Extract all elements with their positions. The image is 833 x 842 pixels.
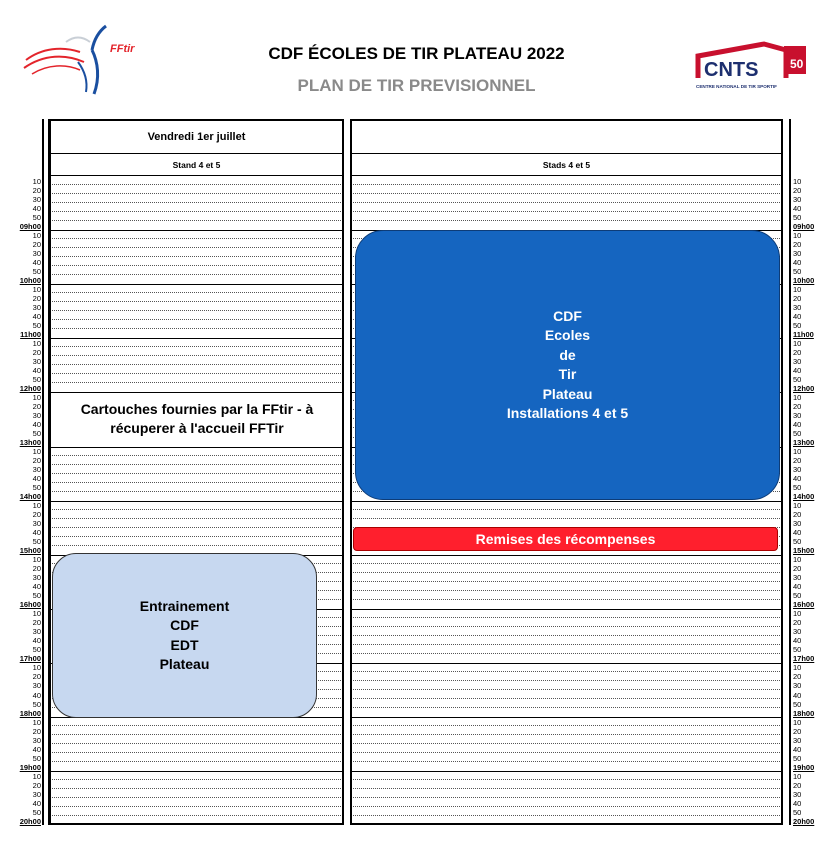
minute-label-right: 50 <box>793 645 802 655</box>
grid-dotted-line <box>353 788 780 789</box>
grid-dotted-line <box>52 256 341 257</box>
grid-dotted-line <box>353 626 780 627</box>
minute-label-right: 30 <box>793 735 802 745</box>
minute-label-left: 50 <box>32 266 41 276</box>
ammo-note: Cartouches fournies par la FFtir - à récuperer à l'accueil FFTir <box>52 395 342 443</box>
hour-label-right: 12h00 <box>793 383 815 393</box>
minute-label-left: 30 <box>32 789 41 799</box>
fftir-logo-text: FFtir <box>110 43 135 55</box>
minute-label-right: 20 <box>793 347 802 357</box>
hour-label-left: 12h00 <box>19 383 41 393</box>
minute-label-right: 50 <box>793 320 802 330</box>
minute-label-left: 10 <box>32 284 41 294</box>
grid-dotted-line <box>52 373 341 374</box>
minute-label-right: 30 <box>793 194 802 204</box>
minute-label-left: 20 <box>32 564 41 574</box>
minute-label-right: 20 <box>793 564 802 574</box>
grid-dotted-line <box>353 590 780 591</box>
grid-hour-line <box>351 663 782 664</box>
minute-label-right: 40 <box>793 582 802 592</box>
grid-dotted-line <box>353 518 780 519</box>
svg-text:50: 50 <box>790 57 804 71</box>
minute-label-right: 50 <box>793 374 802 384</box>
grid-dotted-line <box>52 193 341 194</box>
minute-label-right: 30 <box>793 302 802 312</box>
grid-dotted-line <box>52 788 341 789</box>
grid-dotted-line <box>353 581 780 582</box>
grid-dotted-line <box>353 779 780 780</box>
minute-label-left: 40 <box>32 582 41 592</box>
page-title: CDF ÉCOLES DE TIR PLATEAU 2022 <box>268 44 565 63</box>
minute-label-right: 50 <box>793 266 802 276</box>
minute-label-right: 10 <box>793 392 802 402</box>
grid-dotted-line <box>52 482 341 483</box>
column-1-day-header: Vendredi 1er juillet <box>51 121 342 154</box>
minute-label-left: 50 <box>32 320 41 330</box>
awards-ceremony-block: Remises des récompenses <box>353 527 778 551</box>
minute-label-left: 50 <box>32 429 41 438</box>
minute-label-left: 10 <box>32 392 41 402</box>
grid-hour-line <box>50 284 343 285</box>
grid-dotted-line <box>52 473 341 474</box>
grid-hour-line <box>50 501 343 502</box>
hour-label-right: 09h00 <box>793 221 815 231</box>
minute-label-right: 30 <box>793 789 802 799</box>
minute-label-left: 40 <box>32 419 41 429</box>
hour-label-right: 16h00 <box>793 600 815 610</box>
minute-label-left: 30 <box>32 627 41 637</box>
minute-label-left: 20 <box>32 726 41 736</box>
minute-label-right: 10 <box>793 663 802 673</box>
cnts-logo-subtext: CENTRE NATIONAL DE TIR SPORTIF <box>696 84 777 89</box>
grid-dotted-line <box>52 797 341 798</box>
minute-label-right: 40 <box>793 419 802 429</box>
grid-dotted-line <box>52 220 341 221</box>
minute-label-left: 40 <box>32 311 41 321</box>
cdf-ecoles-block: CDF Ecoles de Tir Plateau Installations 4 et 5 <box>355 230 780 500</box>
hour-label-right: 15h00 <box>793 546 815 556</box>
minute-label-left: 20 <box>32 347 41 357</box>
grid-dotted-line <box>52 545 341 546</box>
minute-label-left: 30 <box>32 735 41 745</box>
hour-label-right: 11h00 <box>793 329 814 339</box>
minute-label-right: 40 <box>793 365 802 375</box>
grid-dotted-line <box>52 301 341 302</box>
minute-label-right: 40 <box>793 203 802 213</box>
hour-label-right: 20h00 <box>793 816 815 826</box>
grid-dotted-line <box>353 698 780 699</box>
grid-dotted-line <box>52 292 341 293</box>
minute-label-right: 40 <box>793 636 802 646</box>
minute-label-left: 40 <box>32 636 41 646</box>
minute-label-left: 50 <box>32 483 41 493</box>
minute-label-right: 30 <box>793 519 802 529</box>
grid-dotted-line <box>353 707 780 708</box>
minute-label-right: 10 <box>793 555 802 565</box>
grid-dotted-line <box>353 193 780 194</box>
hour-label-left: 20h00 <box>19 816 41 826</box>
minute-label-right: 30 <box>793 681 802 691</box>
hour-label-left: 19h00 <box>19 762 41 772</box>
grid-dotted-line <box>353 635 780 636</box>
grid-hour-line <box>50 392 343 393</box>
minute-label-right: 30 <box>793 627 802 637</box>
hour-label-left: 18h00 <box>19 708 41 718</box>
grid-hour-line <box>351 555 782 556</box>
grid-dotted-line <box>52 455 341 456</box>
grid-dotted-line <box>353 689 780 690</box>
grid-dotted-line <box>52 202 341 203</box>
minute-label-left: 30 <box>32 302 41 312</box>
grid-dotted-line <box>52 725 341 726</box>
minute-label-right: 50 <box>793 429 802 438</box>
hour-label-left: 15h00 <box>19 546 41 556</box>
grid-dotted-line <box>52 211 341 212</box>
minute-label-left: 40 <box>32 365 41 375</box>
minute-label-left: 10 <box>32 447 41 456</box>
minute-label-left: 40 <box>32 744 41 754</box>
grid-dotted-line <box>353 572 780 573</box>
grid-hour-line <box>50 338 343 339</box>
minute-label-left: 30 <box>32 248 41 258</box>
minute-label-left: 10 <box>32 501 41 511</box>
minute-label-left: 20 <box>32 618 41 628</box>
grid-dotted-line <box>353 815 780 816</box>
minute-label-right: 20 <box>793 618 802 628</box>
minute-label-left: 30 <box>32 356 41 366</box>
minute-label-left: 50 <box>32 807 41 817</box>
minute-label-right: 50 <box>793 753 802 763</box>
grid-dotted-line <box>52 319 341 320</box>
minute-label-right: 50 <box>793 699 802 709</box>
minute-label-left: 20 <box>32 672 41 682</box>
hour-label-left: 14h00 <box>19 492 41 502</box>
minute-label-right: 40 <box>793 528 802 538</box>
grid-dotted-line <box>52 310 341 311</box>
minute-label-right: 10 <box>793 609 802 619</box>
hour-label-right: 18h00 <box>793 708 815 718</box>
grid-dotted-line <box>52 734 341 735</box>
grid-dotted-line <box>52 464 341 465</box>
minute-label-left: 40 <box>32 798 41 808</box>
hour-label-left: 09h00 <box>19 221 41 231</box>
minute-label-right: 30 <box>793 248 802 258</box>
minute-label-left: 50 <box>32 537 41 547</box>
grid-dotted-line <box>52 382 341 383</box>
grid-dotted-line <box>52 536 341 537</box>
minute-label-left: 50 <box>32 374 41 384</box>
minute-label-right: 50 <box>793 483 802 493</box>
minute-label-left: 20 <box>32 293 41 303</box>
minute-label-right: 10 <box>793 230 802 240</box>
column-2-day-header <box>352 121 781 154</box>
minute-label-left: 10 <box>32 609 41 619</box>
grid-dotted-line <box>353 734 780 735</box>
column-1-stand-header: Stand 4 et 5 <box>51 154 342 176</box>
hour-label-left: 16h00 <box>19 600 41 610</box>
grid-dotted-line <box>52 328 341 329</box>
grid-dotted-line <box>52 274 341 275</box>
minute-label-right: 50 <box>793 537 802 547</box>
grid-hour-line <box>351 717 782 718</box>
grid-dotted-line <box>353 761 780 762</box>
minute-label-left: 50 <box>32 753 41 763</box>
minute-label-left: 10 <box>32 338 41 348</box>
grid-hour-line <box>351 609 782 610</box>
hour-label-right: 10h00 <box>793 275 815 285</box>
grid-dotted-line <box>353 725 780 726</box>
minute-label-right: 10 <box>793 447 802 456</box>
minute-label-left: 10 <box>32 771 41 781</box>
hour-label-left: 13h00 <box>19 438 41 447</box>
cnts-logo-text: CNTS <box>704 59 759 81</box>
grid-dotted-line <box>52 364 341 365</box>
minute-label-left: 20 <box>32 780 41 790</box>
minute-label-right: 40 <box>793 744 802 754</box>
minute-label-left: 10 <box>32 230 41 240</box>
grid-dotted-line <box>353 797 780 798</box>
minute-label-left: 20 <box>32 401 41 411</box>
column-2-stand-header: Stads 4 et 5 <box>352 154 781 176</box>
minute-label-left: 40 <box>32 690 41 700</box>
minute-label-right: 20 <box>793 510 802 520</box>
grid-dotted-line <box>52 346 341 347</box>
hour-label-left: 11h00 <box>20 329 41 339</box>
grid-dotted-line <box>52 265 341 266</box>
grid-dotted-line <box>52 743 341 744</box>
minute-label-right: 20 <box>793 726 802 736</box>
grid-dotted-line <box>353 743 780 744</box>
minute-label-left: 40 <box>32 203 41 213</box>
hour-label-right: 14h00 <box>793 492 815 502</box>
minute-label-right: 20 <box>793 456 802 465</box>
minute-label-right: 40 <box>793 690 802 700</box>
minute-label-right: 30 <box>793 410 802 420</box>
minute-label-right: 20 <box>793 239 802 249</box>
minute-label-left: 10 <box>32 176 41 186</box>
minute-label-left: 10 <box>32 717 41 727</box>
minute-label-left: 50 <box>32 212 41 222</box>
minute-label-right: 10 <box>793 176 802 186</box>
minute-label-left: 10 <box>32 663 41 673</box>
hour-label-left: 10h00 <box>19 275 41 285</box>
minute-label-right: 30 <box>793 465 802 474</box>
minute-label-left: 30 <box>32 465 41 474</box>
grid-dotted-line <box>353 644 780 645</box>
page-subtitle: PLAN DE TIR PREVISIONNEL <box>297 76 536 95</box>
minute-label-left: 50 <box>32 699 41 709</box>
grid-dotted-line <box>52 779 341 780</box>
grid-dotted-line <box>52 491 341 492</box>
grid-dotted-line <box>353 220 780 221</box>
grid-dotted-line <box>52 752 341 753</box>
minute-label-right: 50 <box>793 807 802 817</box>
grid-dotted-line <box>353 202 780 203</box>
grid-dotted-line <box>52 806 341 807</box>
minute-label-left: 50 <box>32 591 41 601</box>
minute-label-left: 30 <box>32 519 41 529</box>
minute-label-right: 50 <box>793 212 802 222</box>
grid-dotted-line <box>353 671 780 672</box>
minute-label-left: 40 <box>32 257 41 267</box>
minute-label-left: 20 <box>32 456 41 465</box>
minute-label-right: 40 <box>793 257 802 267</box>
grid-dotted-line <box>52 509 341 510</box>
minute-label-left: 30 <box>32 573 41 583</box>
grid-hour-line <box>351 501 782 502</box>
minute-label-right: 20 <box>793 185 802 195</box>
grid-dotted-line <box>52 247 341 248</box>
hour-label-right: 13h00 <box>793 438 815 447</box>
grid-dotted-line <box>353 563 780 564</box>
minute-label-right: 30 <box>793 573 802 583</box>
grid-dotted-line <box>353 184 780 185</box>
grid-dotted-line <box>52 238 341 239</box>
minute-label-left: 20 <box>32 510 41 520</box>
minute-label-right: 10 <box>793 338 802 348</box>
grid-dotted-line <box>353 509 780 510</box>
hour-label-right: 19h00 <box>793 762 815 772</box>
grid-dotted-line <box>52 527 341 528</box>
minute-label-right: 40 <box>793 311 802 321</box>
minute-label-right: 40 <box>793 474 802 484</box>
grid-dotted-line <box>353 752 780 753</box>
grid-dotted-line <box>52 355 341 356</box>
minute-label-left: 20 <box>32 239 41 249</box>
minute-label-right: 20 <box>793 780 802 790</box>
right-label-column <box>782 119 791 825</box>
grid-hour-line <box>351 771 782 772</box>
minute-label-right: 10 <box>793 501 802 511</box>
grid-dotted-line <box>353 211 780 212</box>
grid-dotted-line <box>52 518 341 519</box>
minute-label-left: 40 <box>32 528 41 538</box>
minute-label-left: 30 <box>32 410 41 420</box>
minute-label-right: 10 <box>793 284 802 294</box>
grid-hour-line <box>50 447 343 448</box>
grid-dotted-line <box>52 184 341 185</box>
minute-label-right: 40 <box>793 798 802 808</box>
minute-label-right: 50 <box>793 591 802 601</box>
minute-label-right: 10 <box>793 771 802 781</box>
minute-label-right: 20 <box>793 672 802 682</box>
grid-hour-line <box>50 230 343 231</box>
minute-label-left: 30 <box>32 681 41 691</box>
grid-dotted-line <box>52 815 341 816</box>
grid-dotted-line <box>52 761 341 762</box>
grid-dotted-line <box>353 617 780 618</box>
hour-label-left: 17h00 <box>19 654 41 664</box>
grid-dotted-line <box>353 653 780 654</box>
minute-label-left: 40 <box>32 474 41 484</box>
hour-label-right: 17h00 <box>793 654 815 664</box>
minute-label-left: 30 <box>32 194 41 204</box>
minute-label-left: 50 <box>32 645 41 655</box>
minute-label-right: 30 <box>793 356 802 366</box>
minute-label-right: 20 <box>793 293 802 303</box>
minute-label-left: 10 <box>32 555 41 565</box>
minute-label-right: 10 <box>793 717 802 727</box>
grid-dotted-line <box>353 680 780 681</box>
grid-dotted-line <box>353 599 780 600</box>
minute-label-right: 20 <box>793 401 802 411</box>
grid-hour-line <box>50 771 343 772</box>
minute-label-left: 20 <box>32 185 41 195</box>
grid-dotted-line <box>353 806 780 807</box>
training-block: Entrainement CDF EDT Plateau <box>52 553 317 718</box>
